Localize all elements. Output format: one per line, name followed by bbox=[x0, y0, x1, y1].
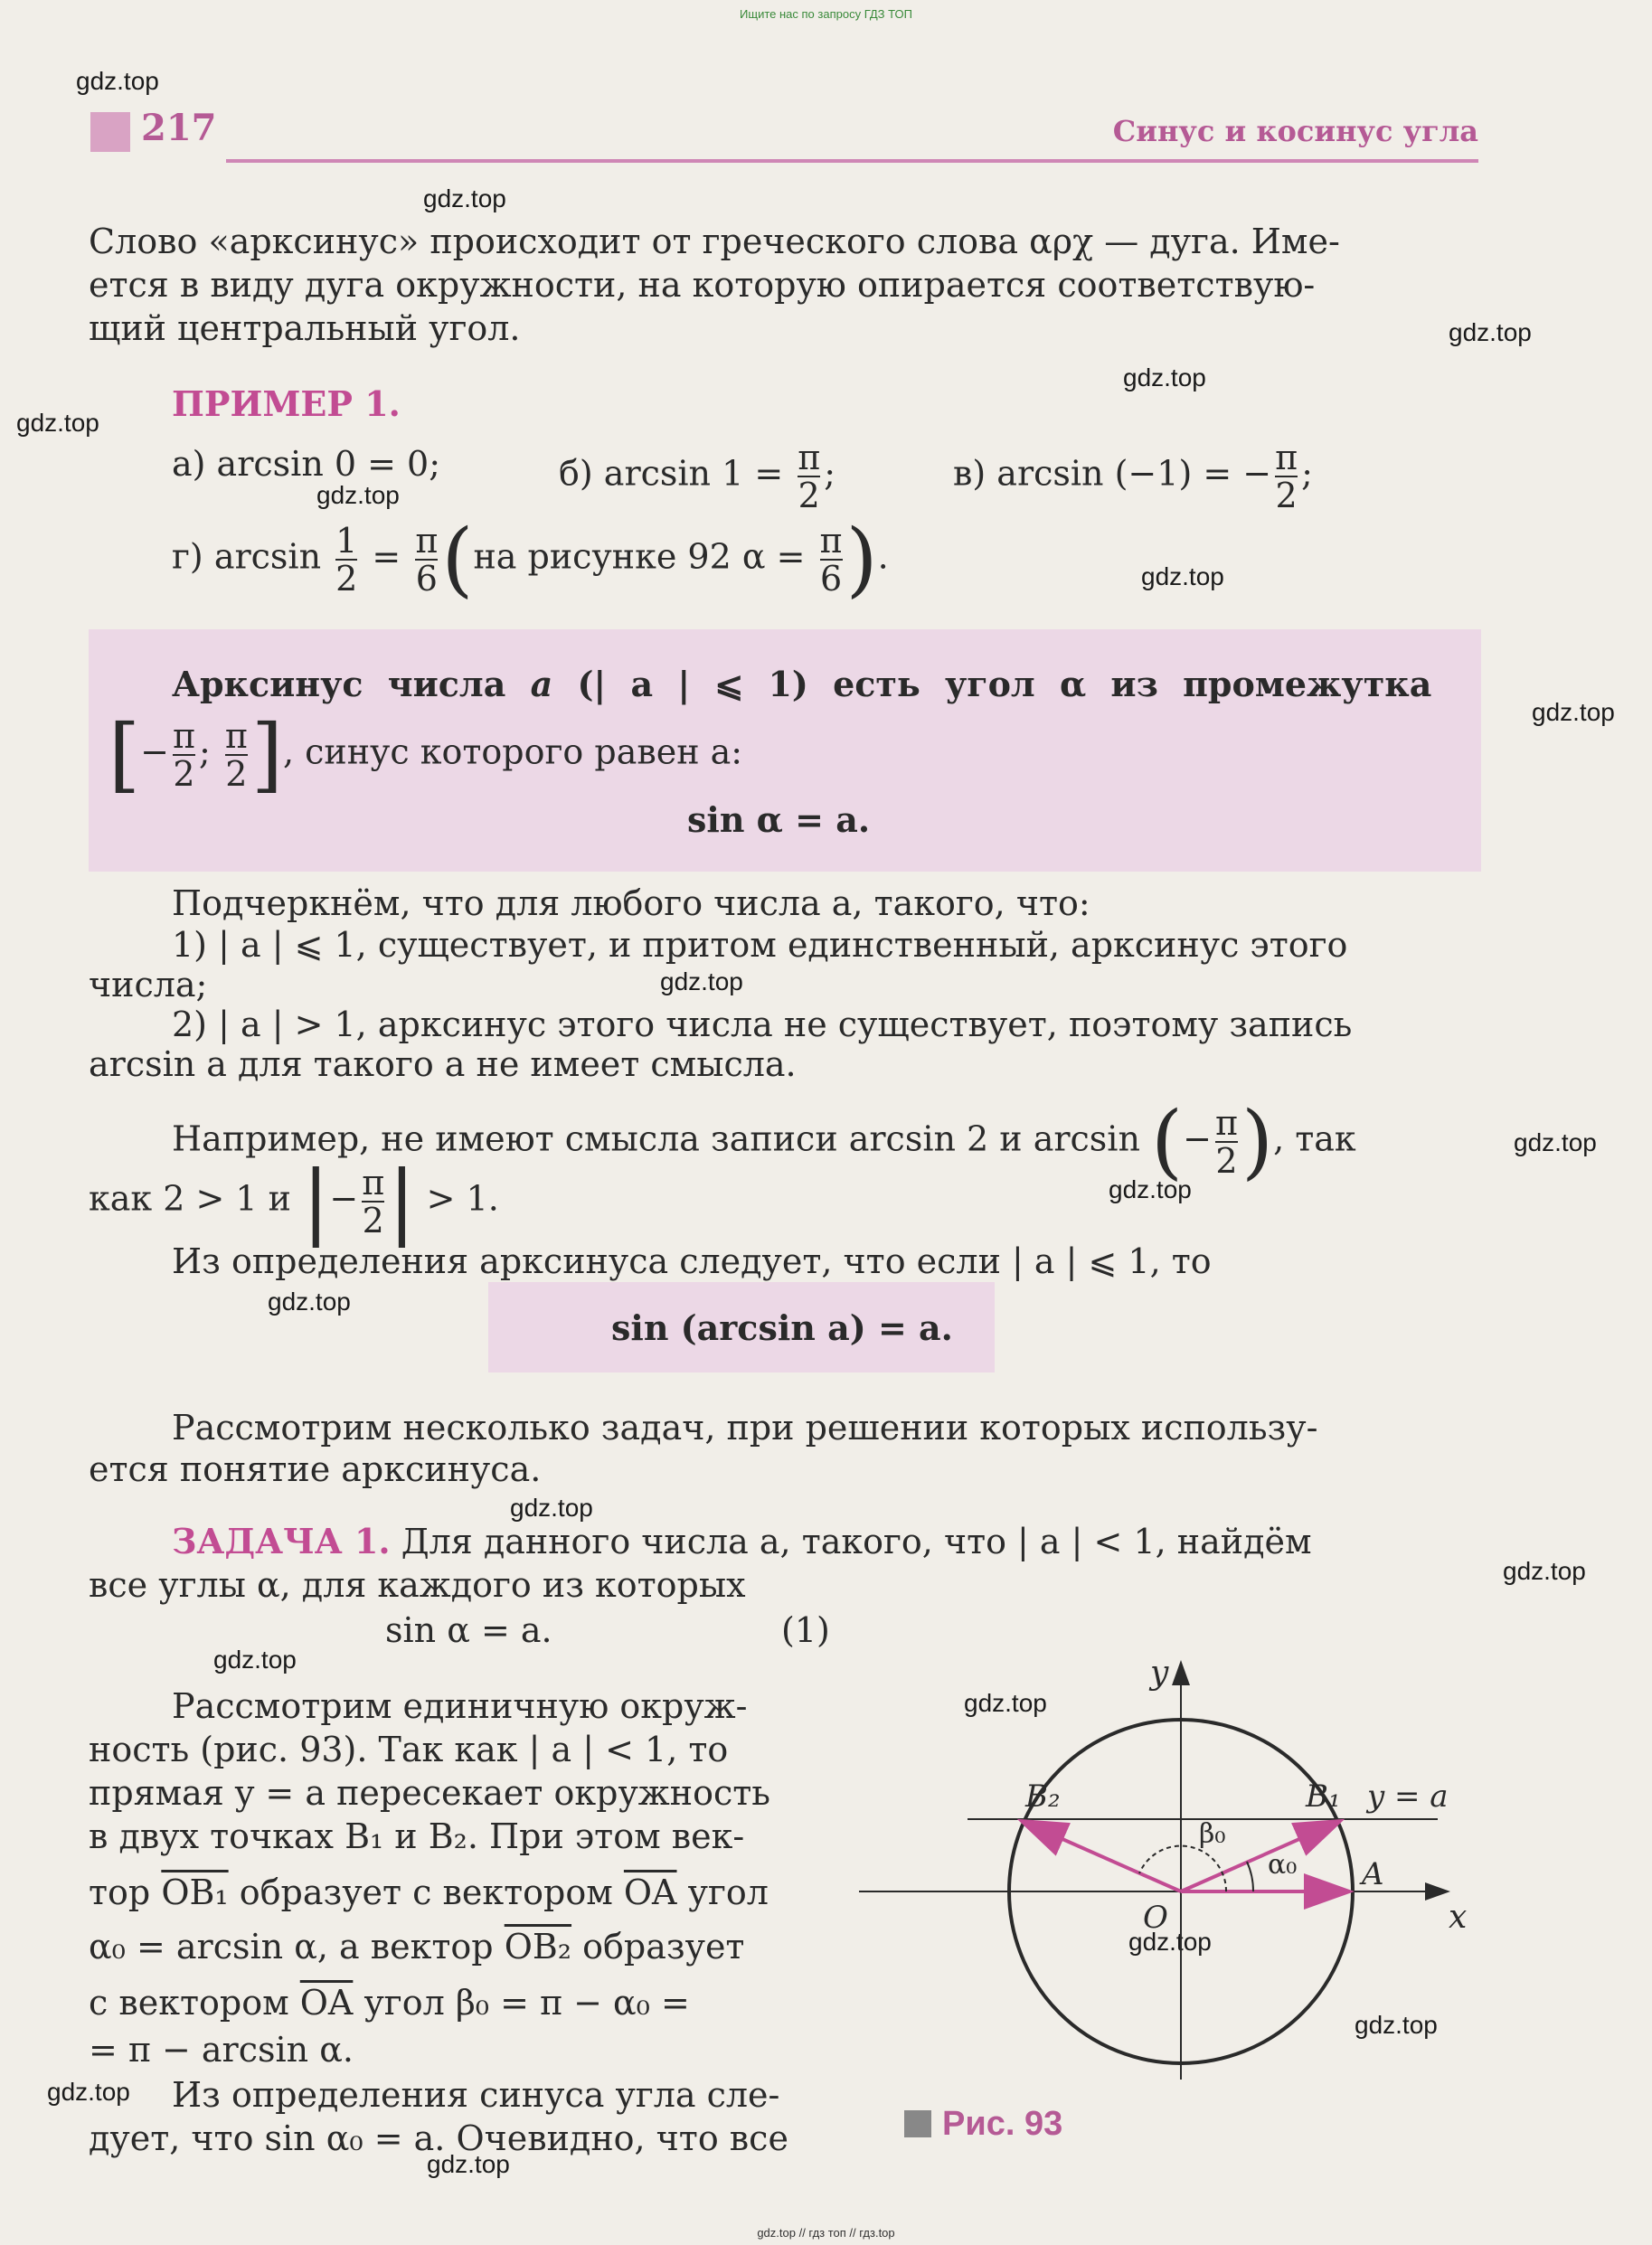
paragraph-line: ется в виду дуга окружности, на которую опирается соответствую- bbox=[89, 265, 1316, 305]
body-line: 1) | a | ⩽ 1, существует, и притом единственный, арксинус этого bbox=[172, 925, 1348, 965]
paragraph-line: Слово «арксинус» происходит от греческого слова αρχ — дуга. Име- bbox=[89, 222, 1340, 261]
watermark: gdz.top bbox=[16, 409, 99, 437]
watermark: gdz.top bbox=[1503, 1557, 1586, 1585]
task-line: ность (рис. 93). Так как | a | < 1, то bbox=[89, 1730, 729, 1769]
formula-arcsin: sin (arcsin a) = a. bbox=[611, 1307, 953, 1348]
watermark: gdz.top bbox=[427, 2150, 510, 2178]
example-title: ПРИМЕР 1. bbox=[172, 383, 401, 424]
watermark: gdz.top bbox=[1141, 562, 1224, 590]
page-header bbox=[90, 107, 1478, 163]
watermark: gdz.top bbox=[1355, 2011, 1438, 2039]
label-beta: β₀ bbox=[1199, 1818, 1226, 1850]
body-line: ется понятие арксинуса. bbox=[89, 1449, 542, 1489]
definition-line-2: [− $\frac{\pi}{2}$ ; $\frac{\pi}{2}$ ], синус которого равен a: bbox=[109, 707, 743, 802]
watermark: gdz.top bbox=[1109, 1175, 1192, 1203]
task-line: Из определения синуса угла сле- bbox=[172, 2075, 780, 2115]
watermark: gdz.top bbox=[964, 1689, 1047, 1717]
label-line: y = a bbox=[1367, 1778, 1449, 1815]
body-line-example: Например, не имеют смысла записи arcsin 2 и arcsin (− $\frac{\pi}{2}$ ), так bbox=[172, 1094, 1356, 1189]
watermark: gdz.top bbox=[47, 2078, 130, 2106]
vector-ob2 bbox=[1024, 1822, 1181, 1891]
header-marker bbox=[90, 112, 130, 152]
watermark: gdz.top bbox=[510, 1494, 593, 1522]
task-line: = π − arcsin α. bbox=[89, 2030, 354, 2070]
beta-arc bbox=[1139, 1846, 1226, 1891]
equation-number: (1) bbox=[781, 1610, 830, 1650]
task-line: прямая y = a пересекает окружность bbox=[89, 1773, 770, 1813]
caption-marker bbox=[904, 2110, 931, 2137]
label-x: x bbox=[1449, 1899, 1468, 1936]
body-line: Подчеркнём, что для любого числа a, такого, что: bbox=[172, 883, 1090, 923]
body-line: Рассмотрим несколько задач, при решении которых использу- bbox=[172, 1408, 1318, 1448]
watermark: gdz.top bbox=[423, 184, 506, 212]
watermark: gdz.top bbox=[316, 481, 400, 509]
unit-circle-figure bbox=[859, 1646, 1492, 2098]
label-alpha: α₀ bbox=[1268, 1849, 1298, 1881]
task-line-vectors: тор OB₁ образует с вектором $\overline{OA}$ угол bbox=[89, 1872, 769, 1912]
example-v: в) arcsin (−1) = − $\frac{\pi}{2}$ ; bbox=[953, 438, 1313, 515]
body-line: Из определения арксинуса следует, что если | a | ⩽ 1, то bbox=[172, 1241, 1212, 1281]
label-origin: O bbox=[1143, 1900, 1168, 1936]
watermark: gdz.top bbox=[1128, 1928, 1212, 1956]
task-line: Рассмотрим единичную окруж- bbox=[172, 1686, 748, 1726]
bottom-note: gdz.top // гдз топ // гдз.top bbox=[757, 2226, 895, 2240]
body-line: arcsin a для такого a не имеет смысла. bbox=[89, 1044, 797, 1084]
label-y: y bbox=[1150, 1655, 1169, 1692]
task-equation: sin α = a. bbox=[385, 1610, 552, 1650]
paragraph-line: щий центральный угол. bbox=[89, 308, 521, 348]
task-line-1: ЗАДАЧА 1. Для данного числа a, такого, что | a | < 1, найдём bbox=[172, 1521, 1312, 1561]
watermark: gdz.top bbox=[1514, 1128, 1597, 1156]
alpha-arc bbox=[1247, 1862, 1253, 1891]
label-b2: B₂ bbox=[1025, 1778, 1061, 1815]
body-line-abs: как 2 > 1 и |− $\frac{\pi}{2}$ | > 1. bbox=[89, 1154, 499, 1249]
task-line: дует, что sin α₀ = a. Очевидно, что все bbox=[89, 2118, 788, 2158]
label-a-point: A bbox=[1362, 1856, 1384, 1892]
watermark: gdz.top bbox=[1532, 698, 1615, 726]
example-g: г) arcsin $\frac{1}{2}$ = $\frac{\pi}{6}$ (на рисунке 92 α = $\frac{\pi}{6}$ ). bbox=[172, 512, 889, 607]
figure-caption: Рис. 93 bbox=[942, 2105, 1063, 2143]
example-a: а) arcsin 0 = 0; bbox=[172, 444, 441, 484]
body-line: числа; bbox=[89, 965, 208, 1005]
watermark: gdz.top bbox=[1123, 363, 1206, 391]
label-b1: B₁ bbox=[1306, 1778, 1341, 1815]
example-b: б) arcsin 1 = $\frac{\pi}{2}$ ; bbox=[559, 438, 836, 515]
watermark: gdz.top bbox=[213, 1646, 297, 1674]
task-line-vectors: с вектором $\overline{OA}$ угол β₀ = π − α₀ = bbox=[89, 1983, 690, 2023]
chapter-title: Синус и косинус угла bbox=[1112, 114, 1478, 148]
watermark: gdz.top bbox=[1449, 318, 1532, 346]
task-line: в двух точках B₁ и B₂. При этом век- bbox=[89, 1816, 745, 1856]
header-rule bbox=[226, 159, 1478, 163]
watermark: gdz.top bbox=[268, 1288, 351, 1316]
watermark: gdz.top bbox=[76, 67, 159, 95]
definition-line-1: Арксинус числа a (| a | ⩽ 1) есть угол α из промежутка bbox=[172, 664, 1432, 704]
task-line: все углы α, для каждого из которых bbox=[89, 1565, 746, 1605]
definition-formula: sin α = a. bbox=[687, 799, 871, 840]
top-note: Ищите нас по запросу ГДЗ ТОП bbox=[740, 7, 912, 21]
body-line: 2) | a | > 1, арксинус этого числа не существует, поэтому запись bbox=[172, 1005, 1353, 1044]
page-number: 217 bbox=[141, 107, 217, 149]
watermark: gdz.top bbox=[660, 967, 743, 995]
task-line-vectors: α₀ = arcsin α, а вектор OB₂ образует bbox=[89, 1927, 745, 1967]
